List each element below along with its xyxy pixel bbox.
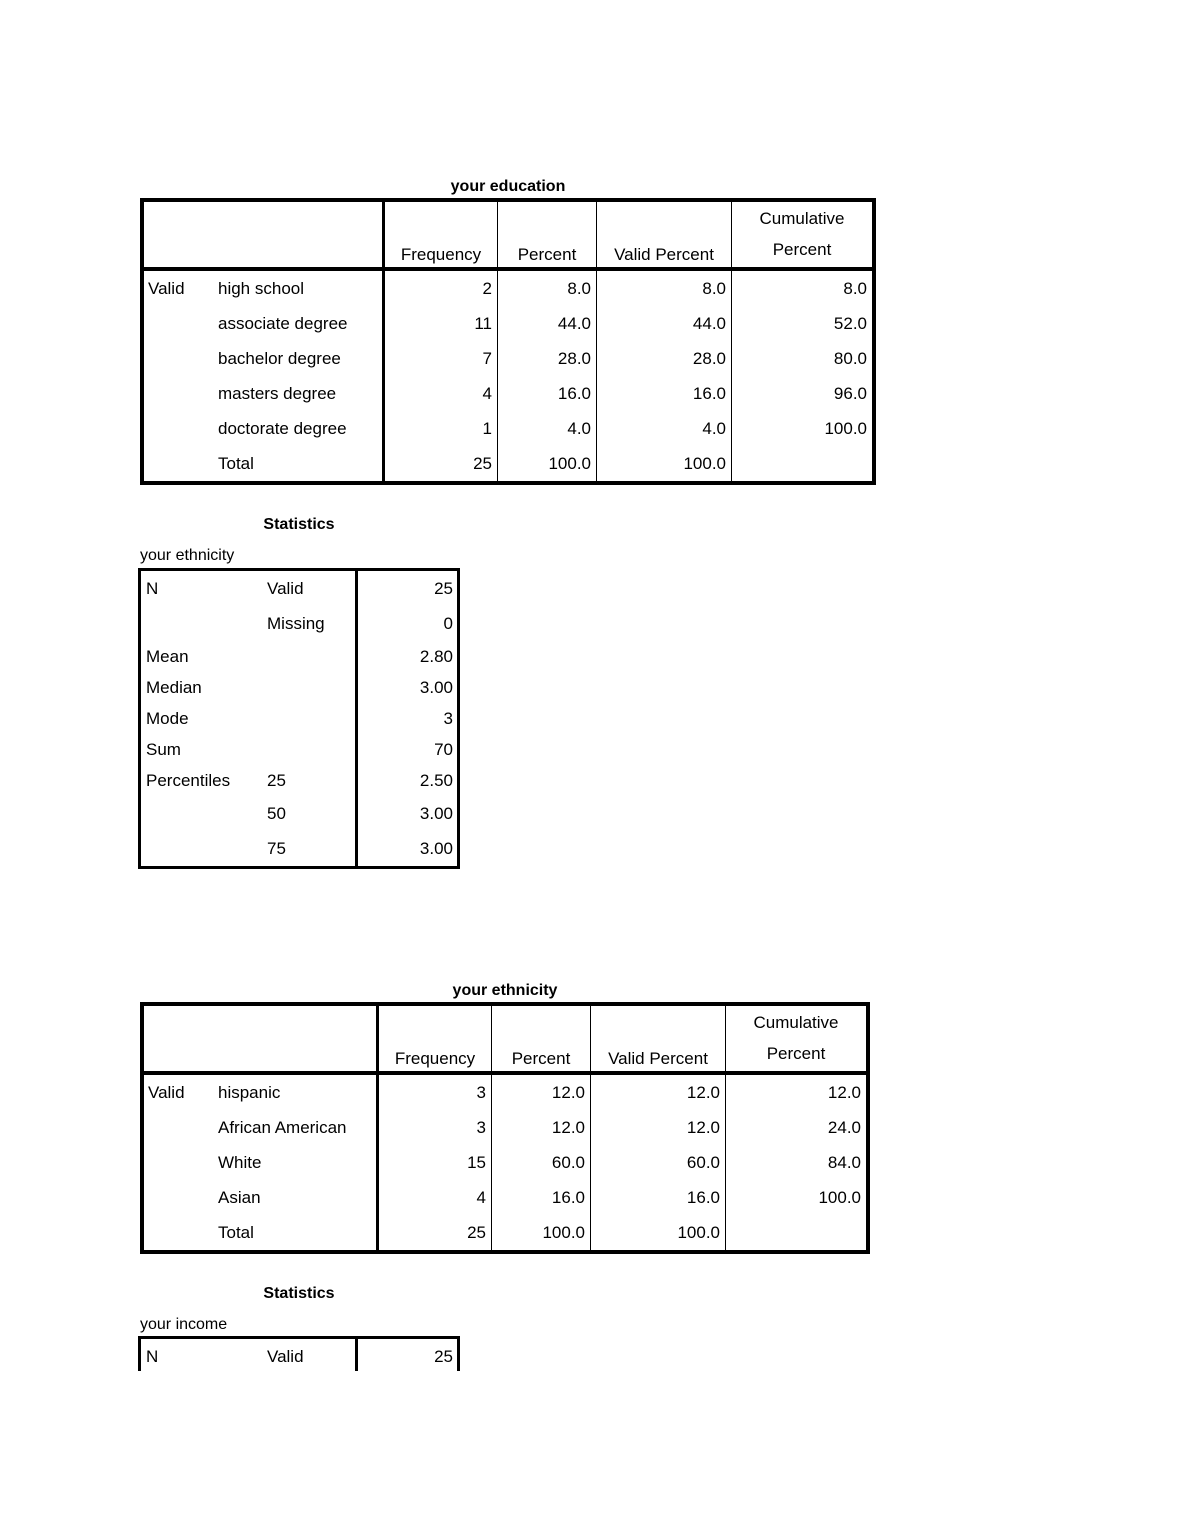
stat-value: 2.80 [355, 641, 457, 672]
stat-label: Mode [146, 708, 189, 728]
ethnicity-frequency-table [140, 1002, 870, 1254]
cell-percent: 60.0 [492, 1145, 591, 1180]
table-row [144, 411, 872, 446]
row-group-label: Valid [148, 1082, 185, 1102]
cell-valid-percent: 12.0 [591, 1075, 726, 1110]
education-table-title: your education [450, 178, 566, 195]
income-statistics-table [138, 1336, 460, 1371]
header-blank [216, 1006, 379, 1075]
ethnicity-statistics-table [138, 568, 460, 869]
cell-cumulative-percent [726, 1215, 866, 1250]
stat-sublabel: 50 [267, 803, 286, 823]
table-row-total [144, 446, 872, 481]
cell-valid-percent: 16.0 [591, 1180, 726, 1215]
income-statistics-clip [138, 1336, 462, 1371]
stat-sublabel [267, 734, 355, 765]
stat-label [141, 796, 267, 831]
header-percent: Percent [498, 202, 597, 271]
cell-cumulative-percent: 12.0 [827, 1082, 861, 1102]
row-group-label: Valid [148, 278, 185, 298]
stat-value: 25 [355, 571, 457, 606]
cell-valid-percent: 100.0 [597, 446, 732, 481]
cell-cumulative-percent: 80.0 [833, 348, 867, 368]
ethnicity-table-title: your ethnicity [452, 982, 558, 999]
stat-sublabel: Missing [267, 613, 325, 633]
row-label: Asian [216, 1180, 379, 1215]
stat-value: 3.00 [355, 796, 457, 831]
statistics-title: Statistics [263, 516, 335, 533]
cell-frequency: 1 [385, 411, 498, 446]
row-label: African American [216, 1110, 379, 1145]
stat-value: 0 [355, 606, 457, 641]
table-row [141, 641, 457, 672]
header-valid-percent: Valid Percent [591, 1006, 726, 1075]
table-row [144, 376, 872, 411]
cell-percent: 100.0 [492, 1215, 591, 1250]
row-label: high school [216, 271, 385, 306]
table-row [144, 271, 872, 306]
table-header-row [144, 202, 872, 271]
cell-frequency: 4 [385, 376, 498, 411]
cell-percent: 28.0 [498, 341, 597, 376]
cell-frequency: 3 [379, 1075, 492, 1110]
education-frequency-table [140, 198, 876, 485]
cell-frequency: 7 [385, 341, 498, 376]
cell-valid-percent: 28.0 [597, 341, 732, 376]
header-blank [144, 1006, 216, 1075]
stat-label [141, 606, 267, 641]
cell-cumulative-percent: 100.0 [824, 418, 867, 438]
cell-cumulative-percent: 84.0 [827, 1152, 861, 1172]
table-row [141, 571, 457, 606]
table-header-row [144, 1006, 866, 1075]
cell-percent: 8.0 [498, 271, 597, 306]
cell-valid-percent: 4.0 [597, 411, 732, 446]
stat-sublabel: Valid [267, 1346, 304, 1366]
table-row [141, 831, 457, 866]
cell-valid-percent: 100.0 [591, 1215, 726, 1250]
table-row [144, 1110, 866, 1145]
table-row [141, 796, 457, 831]
table-row [141, 765, 457, 796]
cell-valid-percent: 16.0 [597, 376, 732, 411]
stat-sublabel: 75 [267, 838, 286, 858]
cell-percent: 100.0 [498, 446, 597, 481]
cell-percent: 12.0 [492, 1110, 591, 1145]
cell-percent: 16.0 [498, 376, 597, 411]
stat-value: 3.00 [355, 831, 457, 866]
cell-frequency: 15 [379, 1145, 492, 1180]
stat-value: 3.00 [355, 672, 457, 703]
stat-label: Sum [146, 739, 181, 759]
cell-percent: 16.0 [492, 1180, 591, 1215]
table-row [141, 1339, 457, 1371]
row-label: hispanic [216, 1075, 379, 1110]
row-label: Total [216, 1215, 379, 1250]
table-row-total [144, 1215, 866, 1250]
header-cumulative-percent: Cumulative Percent [732, 202, 872, 271]
header-blank [144, 202, 216, 271]
row-label: White [216, 1145, 379, 1180]
stat-label: N [146, 578, 159, 598]
cell-frequency: 11 [385, 306, 498, 341]
table-row [141, 703, 457, 734]
stat-value: 2.50 [355, 765, 457, 796]
row-label: Total [216, 446, 385, 481]
stat-sublabel [267, 672, 355, 703]
header-frequency: Frequency [385, 202, 498, 271]
table-row [144, 306, 872, 341]
table-row [141, 606, 457, 641]
stat-label [141, 831, 267, 866]
cell-frequency: 2 [385, 271, 498, 306]
cell-frequency: 3 [379, 1110, 492, 1145]
row-label: bachelor degree [216, 341, 385, 376]
cell-frequency: 25 [379, 1215, 492, 1250]
cell-valid-percent: 8.0 [597, 271, 732, 306]
row-label: associate degree [216, 306, 385, 341]
cell-valid-percent: 60.0 [591, 1145, 726, 1180]
cell-percent: 44.0 [498, 306, 597, 341]
stat-label: Percentiles [146, 770, 231, 790]
cell-percent: 12.0 [492, 1075, 591, 1110]
table-row [141, 734, 457, 765]
table-row [144, 1075, 866, 1110]
table-row [144, 341, 872, 376]
statistics-variable-label: your income [140, 1316, 228, 1333]
cell-frequency: 4 [379, 1180, 492, 1215]
row-label: masters degree [216, 376, 385, 411]
cell-cumulative-percent [732, 446, 872, 481]
cell-frequency: 25 [385, 446, 498, 481]
header-blank [216, 202, 385, 271]
stat-value: 70 [355, 734, 457, 765]
stat-sublabel: Valid [267, 578, 304, 598]
stat-sublabel: 25 [267, 770, 286, 790]
row-label: doctorate degree [216, 411, 385, 446]
stat-label: Median [146, 677, 202, 697]
statistics-title: Statistics [263, 1285, 335, 1302]
table-row [144, 1145, 866, 1180]
cell-percent: 4.0 [498, 411, 597, 446]
cell-cumulative-percent: 96.0 [833, 383, 867, 403]
stat-value: 3 [355, 703, 457, 734]
cell-cumulative-percent: 100.0 [818, 1187, 861, 1207]
cell-cumulative-percent: 8.0 [843, 278, 867, 298]
cell-cumulative-percent: 24.0 [827, 1117, 861, 1137]
stat-label: Mean [146, 646, 189, 666]
header-cumulative-percent: Cumulative Percent [726, 1006, 866, 1075]
stat-label: N [146, 1346, 159, 1366]
table-row [144, 1180, 866, 1215]
stat-value: 25 [355, 1339, 457, 1371]
stat-sublabel [267, 703, 355, 734]
statistics-variable-label: your ethnicity [140, 547, 235, 564]
cell-valid-percent: 44.0 [597, 306, 732, 341]
header-percent: Percent [492, 1006, 591, 1075]
header-frequency: Frequency [379, 1006, 492, 1075]
cell-cumulative-percent: 52.0 [833, 313, 867, 333]
cell-valid-percent: 12.0 [591, 1110, 726, 1145]
table-row [141, 672, 457, 703]
stat-sublabel [267, 641, 355, 672]
header-valid-percent: Valid Percent [597, 202, 732, 271]
